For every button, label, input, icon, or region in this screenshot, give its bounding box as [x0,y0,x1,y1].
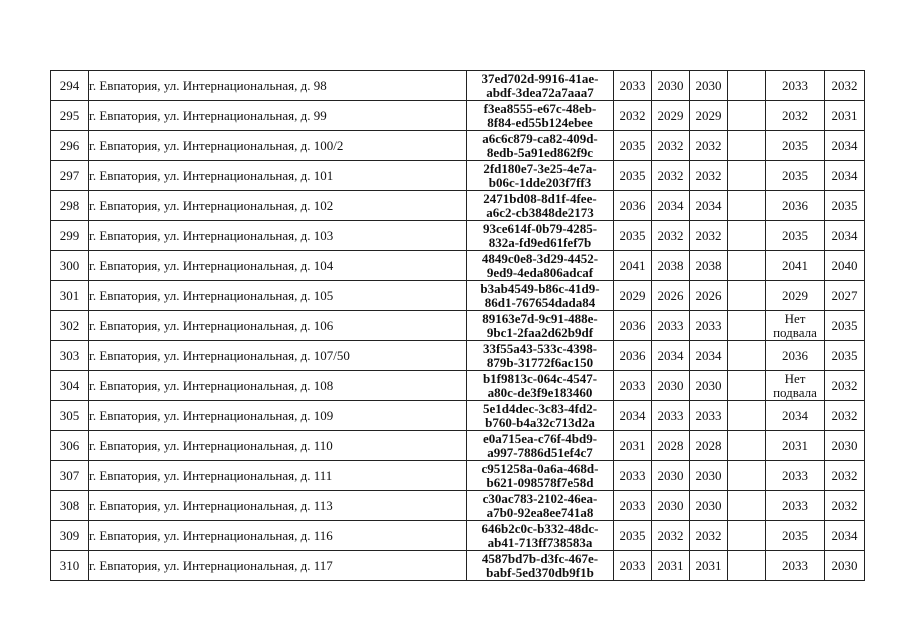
basement-note: Нет подвала [773,310,817,340]
object-id-line-1: 4587bd7b-d3fc-467e- [481,550,599,566]
year-cell-3: 2033 [690,311,728,341]
address-cell: г. Евпатория, ул. Интернациональная, д. 116 [89,521,467,551]
address-cell: г. Евпатория, ул. Интернациональная, д. 98 [89,71,467,101]
basement-year-cell: 2033 [766,551,825,581]
year-cell-2: 2033 [652,401,690,431]
year-cell-1: 2029 [614,281,652,311]
empty-year-cell [728,521,766,551]
row-number-cell: 310 [51,551,89,581]
object-id-cell [467,401,614,431]
year-cell-1: 2036 [614,191,652,221]
address-cell: г. Евпатория, ул. Интернациональная, д. 104 [89,251,467,281]
year-cell-2: 2034 [652,191,690,221]
year-cell-5: 2027 [825,281,865,311]
basement-year-cell: 2032 [766,101,825,131]
row-number-cell: 302 [51,311,89,341]
year-cell-3: 2032 [690,161,728,191]
empty-year-cell [728,161,766,191]
year-cell-1: 2033 [614,551,652,581]
object-id-line-1: 4849c0e8-3d29-4452- [481,250,599,266]
address-cell: г. Евпатория, ул. Интернациональная, д. 100/2 [89,131,467,161]
year-cell-5: 2032 [825,71,865,101]
year-cell-2: 2030 [652,461,690,491]
object-id-line-1: 2471bd08-8d1f-4fee- [483,190,597,206]
object-id-line-1: 33f55a43-533c-4398- [482,340,598,356]
object-id-cell [467,431,614,461]
empty-year-cell [728,71,766,101]
row-number-cell: 296 [51,131,89,161]
row-number-cell: 299 [51,221,89,251]
empty-year-cell [728,491,766,521]
year-cell-5: 2035 [825,191,865,221]
year-cell-5: 2034 [825,161,865,191]
object-id-line-1: 89163e7d-9c91-488e- [482,310,598,326]
year-cell-1: 2035 [614,521,652,551]
year-cell-1: 2032 [614,101,652,131]
year-cell-5: 2032 [825,491,865,521]
object-id-cell [467,221,614,251]
table-row [51,491,865,521]
object-id-cell [467,371,614,401]
address-cell: г. Евпатория, ул. Интернациональная, д. 105 [89,281,467,311]
object-id-line-2: 879b-31772f6ac150 [486,354,594,370]
year-cell-3: 2034 [690,191,728,221]
object-id-line-2: babf-5ed370db9f1b [486,564,594,580]
basement-year-cell: 2031 [766,431,825,461]
object-id-line-1: 93ce614f-0b79-4285- [482,220,598,236]
empty-year-cell [728,401,766,431]
row-number-cell: 307 [51,461,89,491]
year-cell-5: 2034 [825,521,865,551]
year-cell-5: 2035 [825,341,865,371]
table-row [51,191,865,221]
object-id-cell [467,311,614,341]
table-row [51,71,865,101]
object-id-line-1: c951258a-0a6a-468d- [481,460,599,476]
year-cell-5: 2030 [825,551,865,581]
year-cell-3: 2033 [690,401,728,431]
object-id-cell [467,461,614,491]
basement-year-cell: 2041 [766,251,825,281]
object-id-line-1: b1f9813c-064c-4547- [482,370,598,386]
address-cell: г. Евпатория, ул. Интернациональная, д. 111 [89,461,467,491]
year-cell-2: 2032 [652,131,690,161]
year-cell-1: 2035 [614,161,652,191]
table-row [51,551,865,581]
year-cell-5: 2032 [825,371,865,401]
basement-year-cell: 2035 [766,521,825,551]
empty-year-cell [728,191,766,221]
object-id-cell [467,491,614,521]
basement-note: Нет подвала [773,370,817,400]
year-cell-2: 2033 [652,311,690,341]
year-cell-1: 2035 [614,131,652,161]
year-cell-1: 2033 [614,491,652,521]
basement-year-cell: 2035 [766,221,825,251]
year-cell-3: 2029 [690,101,728,131]
year-cell-3: 2038 [690,251,728,281]
table-row [51,131,865,161]
year-cell-2: 2030 [652,371,690,401]
year-cell-5: 2040 [825,251,865,281]
empty-year-cell [728,371,766,401]
year-cell-3: 2026 [690,281,728,311]
year-cell-2: 2030 [652,491,690,521]
row-number-cell: 305 [51,401,89,431]
object-id-line-2: b760-b4a32c713d2a [485,414,595,430]
object-id-line-1: f3ea8555-e67c-48eb- [483,100,597,116]
year-cell-2: 2030 [652,71,690,101]
address-cell: г. Евпатория, ул. Интернациональная, д. 107/50 [89,341,467,371]
basement-year-cell: 2035 [766,161,825,191]
year-cell-3: 2030 [690,461,728,491]
object-id-cell [467,521,614,551]
table-row [51,341,865,371]
table-row [51,161,865,191]
year-cell-3: 2030 [690,491,728,521]
row-number-cell: 304 [51,371,89,401]
empty-year-cell [728,311,766,341]
year-cell-1: 2033 [614,71,652,101]
table-body [51,71,865,581]
object-id-line-1: c30ac783-2102-46ea- [482,490,598,506]
table-row [51,371,865,401]
basement-year-cell: 2029 [766,281,825,311]
table-row [51,521,865,551]
table-row [51,221,865,251]
row-number-cell: 301 [51,281,89,311]
row-number-cell: 295 [51,101,89,131]
object-id-line-1: 2fd180e7-3e25-4e7a- [483,160,597,176]
table-row [51,251,865,281]
year-cell-5: 2034 [825,131,865,161]
basement-year-cell: 2036 [766,191,825,221]
object-id-line-2: 8edb-5a91ed862f9c [486,144,594,160]
row-number-cell: 300 [51,251,89,281]
object-id-cell [467,71,614,101]
housing-registry-table [50,70,865,581]
year-cell-5: 2034 [825,221,865,251]
object-id-line-2: 832a-fd9ed61fef7b [488,234,592,250]
year-cell-1: 2034 [614,401,652,431]
row-number-cell: 309 [51,521,89,551]
year-cell-3: 2030 [690,71,728,101]
address-cell: г. Евпатория, ул. Интернациональная, д. 108 [89,371,467,401]
address-cell: г. Евпатория, ул. Интернациональная, д. 106 [89,311,467,341]
year-cell-3: 2034 [690,341,728,371]
object-id-line-2: ab41-713ff738583a [487,534,593,550]
empty-year-cell [728,431,766,461]
basement-year-cell: 2033 [766,71,825,101]
empty-year-cell [728,281,766,311]
object-id-line-1: 37ed702d-9916-41ae- [481,70,599,86]
object-id-line-2: 8f84-ed55b124ebee [487,114,593,130]
year-cell-1: 2033 [614,461,652,491]
object-id-cell [467,131,614,161]
object-id-line-2: a6c2-cb3848de2173 [486,204,594,220]
empty-year-cell [728,461,766,491]
row-number-cell: 308 [51,491,89,521]
address-cell: г. Евпатория, ул. Интернациональная, д. 113 [89,491,467,521]
object-id-line-2: 9ed9-4eda806adcaf [486,264,594,280]
year-cell-3: 2028 [690,431,728,461]
year-cell-5: 2035 [825,311,865,341]
object-id-cell [467,341,614,371]
table-row [51,431,865,461]
object-id-cell [467,251,614,281]
year-cell-1: 2031 [614,431,652,461]
object-id-line-1: a6c6c879-ca82-409d- [482,130,598,146]
row-number-cell: 303 [51,341,89,371]
row-number-cell: 306 [51,431,89,461]
year-cell-2: 2032 [652,521,690,551]
empty-year-cell [728,101,766,131]
address-cell: г. Евпатория, ул. Интернациональная, д. 117 [89,551,467,581]
year-cell-5: 2031 [825,101,865,131]
basement-year-cell [766,311,825,341]
object-id-cell [467,101,614,131]
address-cell: г. Евпатория, ул. Интернациональная, д. 99 [89,101,467,131]
year-cell-3: 2032 [690,221,728,251]
basement-year-cell: 2033 [766,461,825,491]
object-id-cell [467,161,614,191]
object-id-cell [467,281,614,311]
basement-year-cell: 2035 [766,131,825,161]
object-id-line-2: 9bc1-2faa2d62b9df [486,324,594,340]
address-cell: г. Евпатория, ул. Интернациональная, д. 110 [89,431,467,461]
year-cell-1: 2035 [614,221,652,251]
object-id-line-1: 646b2c0c-b332-48dc- [481,520,599,536]
year-cell-2: 2031 [652,551,690,581]
address-cell: г. Евпатория, ул. Интернациональная, д. 109 [89,401,467,431]
object-id-line-1: b3ab4549-b86c-41d9- [480,280,600,296]
object-id-line-2: abdf-3dea72a7aaa7 [486,84,594,100]
table-row [51,311,865,341]
year-cell-1: 2033 [614,371,652,401]
year-cell-2: 2034 [652,341,690,371]
row-number-cell: 294 [51,71,89,101]
year-cell-1: 2036 [614,341,652,371]
basement-year-cell [766,371,825,401]
year-cell-2: 2029 [652,101,690,131]
year-cell-2: 2032 [652,221,690,251]
year-cell-2: 2026 [652,281,690,311]
object-id-cell [467,551,614,581]
year-cell-5: 2032 [825,461,865,491]
row-number-cell: 298 [51,191,89,221]
year-cell-3: 2030 [690,371,728,401]
year-cell-1: 2041 [614,251,652,281]
year-cell-2: 2032 [652,161,690,191]
basement-year-cell: 2033 [766,491,825,521]
basement-year-cell: 2036 [766,341,825,371]
year-cell-2: 2028 [652,431,690,461]
address-cell: г. Евпатория, ул. Интернациональная, д. 102 [89,191,467,221]
year-cell-1: 2036 [614,311,652,341]
year-cell-2: 2038 [652,251,690,281]
object-id-line-1: 5e1d4dec-3c83-4fd2- [482,400,598,416]
table-row [51,401,865,431]
table-row [51,281,865,311]
empty-year-cell [728,221,766,251]
object-id-line-2: b06c-1dde203f7ff3 [488,174,592,190]
object-id-line-2: a997-7886d51ef4c7 [487,444,593,460]
year-cell-3: 2032 [690,521,728,551]
empty-year-cell [728,251,766,281]
empty-year-cell [728,131,766,161]
year-cell-5: 2032 [825,401,865,431]
object-id-line-2: b621-098578f7e58d [486,474,594,490]
object-id-line-2: a7b0-92ea8ee741a8 [486,504,594,520]
table-row [51,101,865,131]
basement-year-cell: 2034 [766,401,825,431]
year-cell-5: 2030 [825,431,865,461]
year-cell-3: 2032 [690,131,728,161]
empty-year-cell [728,551,766,581]
object-id-cell [467,191,614,221]
row-number-cell: 297 [51,161,89,191]
object-id-line-2: 86d1-767654dada84 [484,294,596,310]
address-cell: г. Евпатория, ул. Интернациональная, д. 103 [89,221,467,251]
year-cell-3: 2031 [690,551,728,581]
table-row [51,461,865,491]
address-cell: г. Евпатория, ул. Интернациональная, д. 101 [89,161,467,191]
empty-year-cell [728,341,766,371]
object-id-line-2: a80c-de3f9e183460 [487,384,593,400]
object-id-line-1: e0a715ea-c76f-4bd9- [482,430,598,446]
